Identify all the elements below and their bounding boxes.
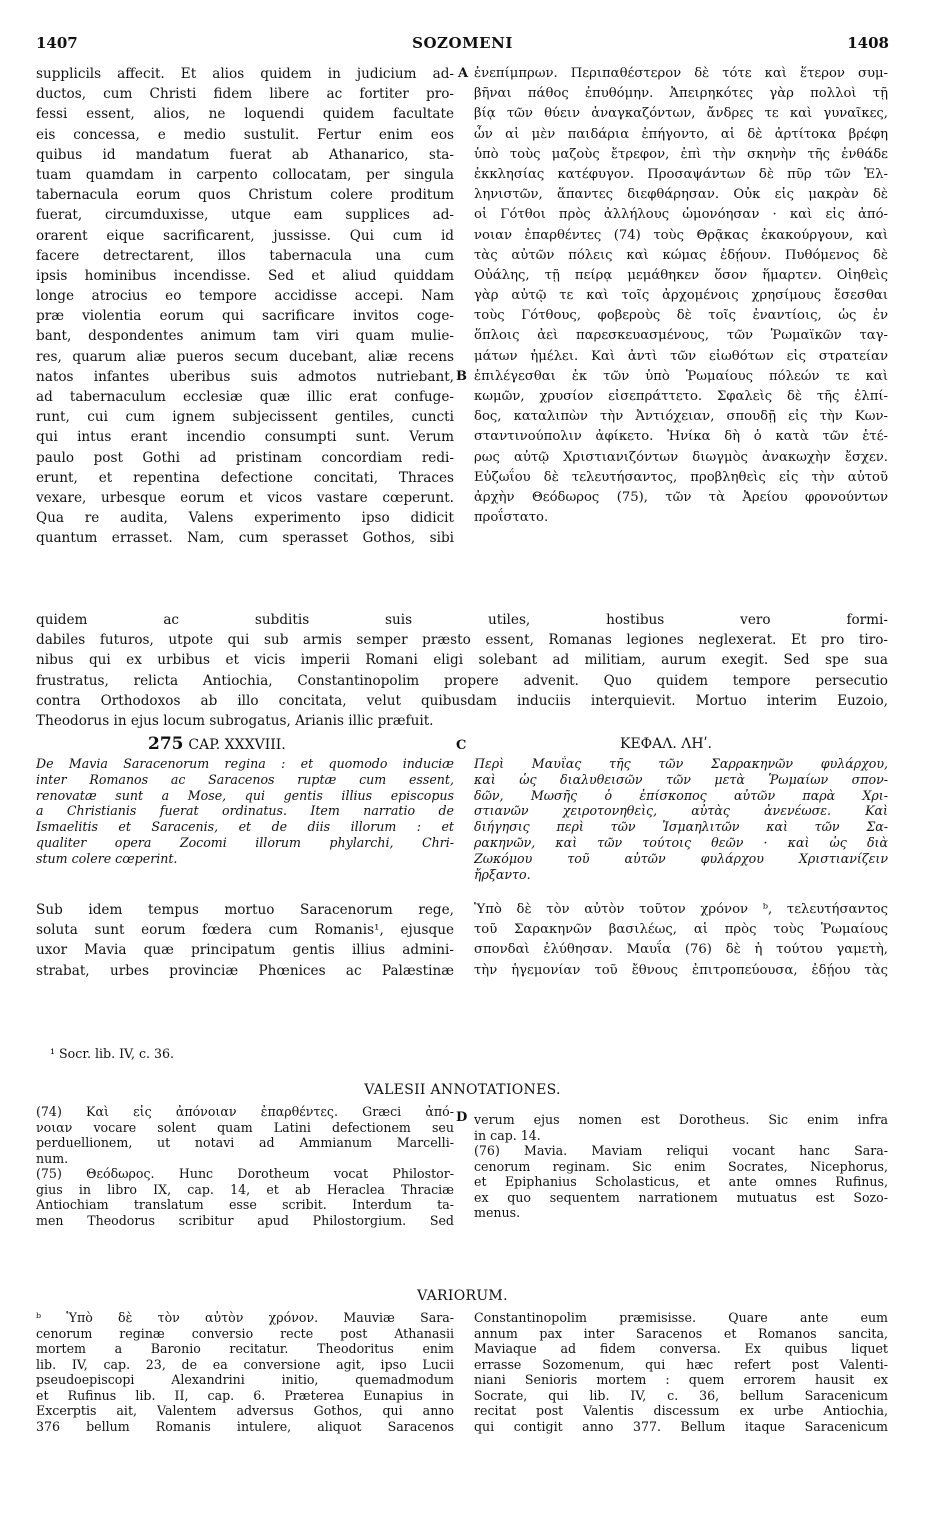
greek-text-column	[474, 64, 888, 528]
margin-marker-c: C	[456, 738, 467, 753]
text-line: (76) Mavia. Maviam reliqui vocant hanc Sara-	[474, 1143, 888, 1158]
valesii-right-column	[474, 1112, 888, 1221]
text-line: Εὐζωΐου δὲ τελευτήσαντος, προβληθεὶς εἰς τὴν αὐτοῦ	[474, 469, 888, 485]
text-line: supplicils affecit. Et alios quidem in judicium ad-	[36, 66, 454, 82]
latin-full-width-text	[36, 610, 888, 731]
latin-chapter-summary	[36, 756, 454, 867]
running-title: SOZOMENI	[412, 34, 513, 52]
text-line: καὶ ὡς διαλυθεισῶν τῶν μετὰ Ῥωμαίων σπον-	[474, 771, 888, 787]
text-line: τοὺς Γότθους, φοβεροὺς δὲ τοῖς ἐναντίοις, ὡς ἐν	[474, 308, 888, 324]
text-line: στιανῶν χειροτονηθεὶς, αὐτὰς ἀνενέωσε. Καὶ	[474, 803, 888, 819]
text-line: σπονδαὶ ἐλύθησαν. Μαυΐα (76) δὲ ἡ τούτου γαμετὴ,	[474, 942, 888, 958]
text-line: contra Orthodoxos ab illo concitata, velut quibusdam induciis interquievit. Mortuo interim Euzoio,	[36, 692, 888, 709]
text-line: niani Senioris mortem : quem errorem hausit ex	[474, 1372, 888, 1387]
text-line: μάτων ἠμέλει. Καὶ ἀντὶ τῶν εἰωθότων εἰς στρατείαν	[474, 348, 888, 364]
text-line: eis concessa, e medio sustulit. Fertur enim eos	[36, 126, 454, 143]
text-line: inter Romanos ac Saracenos ruptæ cum essent,	[36, 771, 454, 787]
text-line: renovatæ sunt a Mose, qui gentis illius episcopus	[36, 787, 454, 803]
running-header	[36, 34, 889, 54]
text-line: κωμῶν, χρυσίον εἰσεπράττετο. Σφαλεὶς δὲ τῆς ἐλπί-	[474, 389, 888, 404]
text-line: γὰρ αὐτῷ τε καὶ τοῖς ἀρχομένοις χρησίμους ἔσεσθαι	[474, 288, 888, 304]
margin-marker-a: A	[458, 66, 469, 81]
text-line: ἀρχὴν Θεόδωρος (75), τῶν τὰ Ἀρείου φρονούντων	[474, 489, 888, 505]
text-line: fessi essent, alios, ne loquendi quidem facultate	[36, 106, 454, 123]
text-line: menus.	[474, 1205, 521, 1220]
text-line: διήγησις περὶ τῶν Ἰσμαηλιτῶν καὶ τῶν Σα-	[474, 819, 888, 835]
text-line: 376 bellum Romanis intulere, aliquot Saracenos	[36, 1418, 454, 1434]
text-line: qualiter opera Zocomi illorum phylarchi, Chri-	[36, 834, 454, 850]
text-line: gius in libro IX, cap. 14, et ab Heraclea Thraciæ	[36, 1181, 454, 1197]
latin-text-column	[36, 64, 454, 549]
text-line: et Rufinus lib. II, cap. 6. Præterea Eunapius in	[36, 1387, 454, 1403]
text-line: a Christianis fuerat ordinatus. Item narratio de	[36, 803, 454, 819]
text-line: et Epiphanius Scholasticus, et ante omnes Rufinus,	[474, 1174, 888, 1189]
text-line: dabiles futuros, utpote qui sub armis semper præsto essent, Romanas legiones neglexerat. Et pro tiro-	[36, 632, 888, 649]
variorum-left-column	[36, 1310, 454, 1434]
text-line: men Theodorus scribitur apud Philostorgium. Sed	[36, 1212, 454, 1228]
text-line: nibus qui ex urbibus et vicis imperii Romani eligi solebant ad militiam, aurum exegit. Sed spe sua	[36, 652, 888, 669]
text-line: ductos, cum Christi fidem libere ac fortiter pro-	[36, 86, 454, 103]
text-line: erunt, et repentina defectione concitati, Thraces	[36, 469, 454, 486]
text-line: paulo post Gothi ad pristinam concordiam redi-	[36, 449, 454, 466]
text-line: mortem a Baronio recitatur. Theodoritus enim	[36, 1341, 454, 1356]
text-line: ρακηνῶν, καὶ τῶν τούτοις θεῶν · καὶ ὡς διὰ	[474, 834, 888, 850]
text-line: ὅπλοις ἀεὶ παρεσκευασμένους, τῶν Ῥωμαϊκῶν ταγ-	[474, 328, 888, 344]
text-line: προΐστατο.	[474, 510, 549, 526]
text-line: ex quo sequentem narrationem mutuatus est Sozo-	[474, 1189, 888, 1205]
text-line: num.	[36, 1150, 69, 1166]
text-line: βίᾳ τῶν θύειν ἀναγκαζόντων, ἄνδρες τε καὶ γυναῖκες,	[474, 106, 888, 122]
text-line: orarent eique sacrificarent, jussisse. Qui cum id	[36, 227, 454, 244]
text-line: quantum errasset. Nam, cum sperasset Gothos, sibi	[36, 530, 454, 547]
greek-chapter-body	[474, 900, 888, 981]
text-line: longe atrocius eo tempore accidisse accepi. Nam	[36, 288, 454, 305]
text-line: Maviaque ad fidem conversa. Ex quibus liquet	[474, 1341, 888, 1356]
text-line: δος, καταλιπὼν τὴν Ἀντιόχειαν, σπουδῇ εἰς τὴν Κων-	[474, 409, 888, 425]
greek-chapter-summary	[474, 756, 888, 882]
text-line: Socrate, qui lib. IV, c. 36, bellum Saracenicum	[474, 1387, 888, 1403]
latin-chapter-body	[36, 900, 454, 981]
text-line: νοιαν vocare solent quam Latini defectionem seu	[36, 1119, 454, 1135]
text-line: νοιαν ἐπαρθέντες (74) τοὺς Θρᾷκας ἐκακούργουν, καὶ	[474, 227, 888, 243]
text-line: σταντινούπολιν ἀφίκετο. Ἡνίκα δὴ ὁ κατὰ τῶν ἑτέ-	[474, 429, 888, 445]
text-line: ad tabernaculum ecclesiæ quæ illic erat confuge-	[36, 389, 454, 405]
text-line: De Mavia Saracenorum regina : et quomodo induciæ	[36, 756, 454, 771]
text-line: ἐκκλησίας κατέφυγον. Προσαψάντων δὲ πῦρ τῶν Ἑλ-	[474, 166, 888, 182]
margin-marker-d: D	[456, 1110, 468, 1125]
text-line: τοῦ Σαρακηνῶν βασιλέως, αἱ πρὸς τοὺς Ῥωμαίους	[474, 922, 888, 938]
text-line: Ζωκόμου τοῦ αὐτῶν φυλάρχου Χριστιανίζειν	[474, 850, 888, 866]
text-line: Theodorus in ejus locum subrogatus, Arianis illic præfuit.	[36, 712, 434, 729]
text-line: natos infantes uberibus suis admotos nutriebant,	[36, 368, 454, 385]
text-line: Ὑπὸ δὲ τὸν αὐτὸν τοῦτον χρόνον ᵇ, τελευτήσαντος	[474, 902, 888, 917]
latin-chapter-heading	[148, 734, 286, 754]
text-line: cenorum reginam. Sic enim Socrates, Nicephorus,	[474, 1158, 888, 1174]
chapter-title-latin: CAP. XXXVIII.	[188, 737, 286, 753]
text-line: Οὐάλης, τῇ πείρᾳ μεμάθηκεν ὅσον ἥμαρτεν. Οἰηθεὶς	[474, 267, 888, 283]
text-line: (75) Θεόδωρος. Hunc Dorotheum vocat Philostor-	[36, 1166, 454, 1181]
text-line: ἐπιλέγεσθαι ἐκ τῶν ὑπὸ Ῥωμαίους πόλεών τε καὶ	[474, 368, 888, 384]
text-line: lib. IV, cap. 23, de ea conversione agit, ipso Lucii	[36, 1356, 454, 1372]
text-line: strabat, urbes provinciæ Phœnices ac Palæstinæ	[36, 962, 454, 979]
text-line: bant, despondentes animum tam viri quam mulie-	[36, 328, 454, 345]
text-line: Constantinopolim præmisisse. Quare ante eum	[474, 1310, 888, 1325]
text-line: Ismaelitis et Saracenis, et de diis illorum : et	[36, 819, 454, 835]
text-line: in cap. 14.	[474, 1127, 541, 1143]
left-page-number: 1407	[36, 34, 78, 52]
text-line: frustratus, relicta Antiochia, Constantinopolim propere advenit. Quo quidem tempore persecutio	[36, 672, 888, 689]
text-line: annum pax inter Saracenos et Romanos sancita,	[474, 1325, 888, 1341]
text-line: Qua re audita, Valens experimento ipso didicit	[36, 510, 454, 527]
text-line: stum colere cœperint.	[36, 850, 178, 866]
latin-footnote: ¹ Socr. lib. IV, c. 36.	[50, 1046, 175, 1061]
text-line: pseudoepiscopi Alexandrini initio, quemadmodum	[36, 1372, 454, 1387]
text-line: ᵇ Ὑπὸ δὲ τὸν αὐτὸν χρόνον. Mauviæ Sara-	[36, 1310, 454, 1325]
text-line: Περὶ Μαυΐας τῆς τῶν Σαρρακηνῶν φυλάρχου,	[474, 756, 888, 771]
valesii-annotations-title: VALESII ANNOTATIONES.	[364, 1082, 561, 1098]
text-line: οἱ Γότθοι πρὸς ἀλλήλους ὡμονόησαν · καὶ εἰς ἀπό-	[474, 207, 888, 223]
right-page-number: 1408	[847, 34, 889, 52]
text-line: δῶν, Μωσῆς ὁ ἐπίσκοπος αὐτῶν παρὰ Χρι-	[474, 787, 888, 803]
text-line: soluta sunt eorum fœdera cum Romanis¹, ejusque	[36, 922, 454, 939]
text-line: ipsis hominibus incendisse. Sed et aliud quiddam	[36, 267, 454, 284]
text-line: ἤρξαντο.	[474, 866, 531, 882]
text-line: Sub idem tempus mortuo Saracenorum rege,	[36, 902, 454, 918]
text-line: cenorum reginæ conversio recte post Athanasii	[36, 1325, 454, 1341]
text-line: fuerat, circumduxisse, utque eam supplices ad-	[36, 207, 454, 224]
text-line: recitat post Valentis discessum ex urbe Antiochia,	[474, 1403, 888, 1418]
text-line: errasse Sozomenum, qui hæc refert post Valenti-	[474, 1356, 888, 1372]
text-line: quibus id mandatum fuerat ab Athanarico, sta-	[36, 146, 454, 163]
text-line: ὑπὸ τοὺς μαζοὺς ἔτρεφον, ἐπὶ τὴν σκηνὴν τῆς ἐνθάδε	[474, 146, 888, 162]
text-line: runt, cui cum ignem subjecissent gentiles, cuncti	[36, 409, 454, 426]
text-line: tabernacula eorum quos Christum colere proditum	[36, 187, 454, 204]
text-line: quidem ac subditis suis utiles, hostibus vero formi-	[36, 612, 888, 628]
text-line: ὧν αἱ μὲν παιδάρια ἐπήγοντο, αἱ δὲ ἀρτίτοκα βρέφη	[474, 126, 888, 142]
text-line: Excerptis ait, Valentem adversus Gothos, qui anno	[36, 1403, 454, 1418]
text-line: ληνιστῶν, ἅπαντες διεφθάρησαν. Οὐκ εἰς μακρὰν δὲ	[474, 187, 888, 203]
text-line: βῆναι πάθος ἐπυθόμην. Ἀπειρηκότες γὰρ πολλοὶ τῇ	[474, 86, 888, 102]
text-line: qui contigit anno 377. Bellum itaque Saracenicum	[474, 1418, 888, 1434]
text-line: facere detrectarent, illos tabernacula una cum	[36, 247, 454, 264]
text-line: ἐνεπίμπρων. Περιπαθέστερον δὲ τότε καὶ ἕτερον συμ-	[474, 66, 888, 81]
text-line: Antiochiam translatum esse scribit. Interdum ta-	[36, 1197, 454, 1212]
text-line: τὴν ἡγεμονίαν τοῦ ἔθνους ἐπιτροπεύουσα, ἐδῄου τὰς	[474, 962, 888, 978]
text-line: verum ejus nomen est Dorotheus. Sic enim infra	[474, 1112, 888, 1127]
text-line: vexare, urbesque eorum et vicos vastare cœperunt.	[36, 489, 454, 506]
valesii-left-column	[36, 1104, 454, 1228]
text-line: uxor Mavia quæ principatum gentis illius admini-	[36, 942, 454, 959]
text-line: ρως αὐτῷ Χριστιανιζόντων διωγμὸς ἀνακωχὴν ἔσχεν.	[474, 449, 888, 465]
text-line: (74) Καὶ εἰς ἀπόνοιαν ἐπαρθέντες. Græci ἀπό-	[36, 1104, 454, 1119]
text-line: præ violentia eorum qui sacrificare invitos coge-	[36, 308, 454, 325]
text-line: τὰς αὐτῶν πόλεις καὶ κώμας ἐδῄουν. Πυθόμενος δὲ	[474, 247, 888, 263]
margin-marker-b: B	[456, 369, 467, 384]
text-line: tuam quamdam in carpento collocatam, per singula	[36, 166, 454, 183]
variorum-title: VARIORUM.	[417, 1288, 508, 1304]
chapter-number: 275	[148, 734, 184, 754]
chapter-title-greek: ΚΕΦΑΛ. ΛΗʹ.	[620, 736, 712, 752]
variorum-right-column	[474, 1310, 888, 1434]
text-line: res, quarum aliæ pueros secum ducebant, aliæ recens	[36, 348, 454, 365]
text-line: perduellionem, ut notavi ad Ammianum Marcelli-	[36, 1135, 454, 1150]
text-line: qui intus erant incendio consumpti sunt. Verum	[36, 429, 454, 446]
